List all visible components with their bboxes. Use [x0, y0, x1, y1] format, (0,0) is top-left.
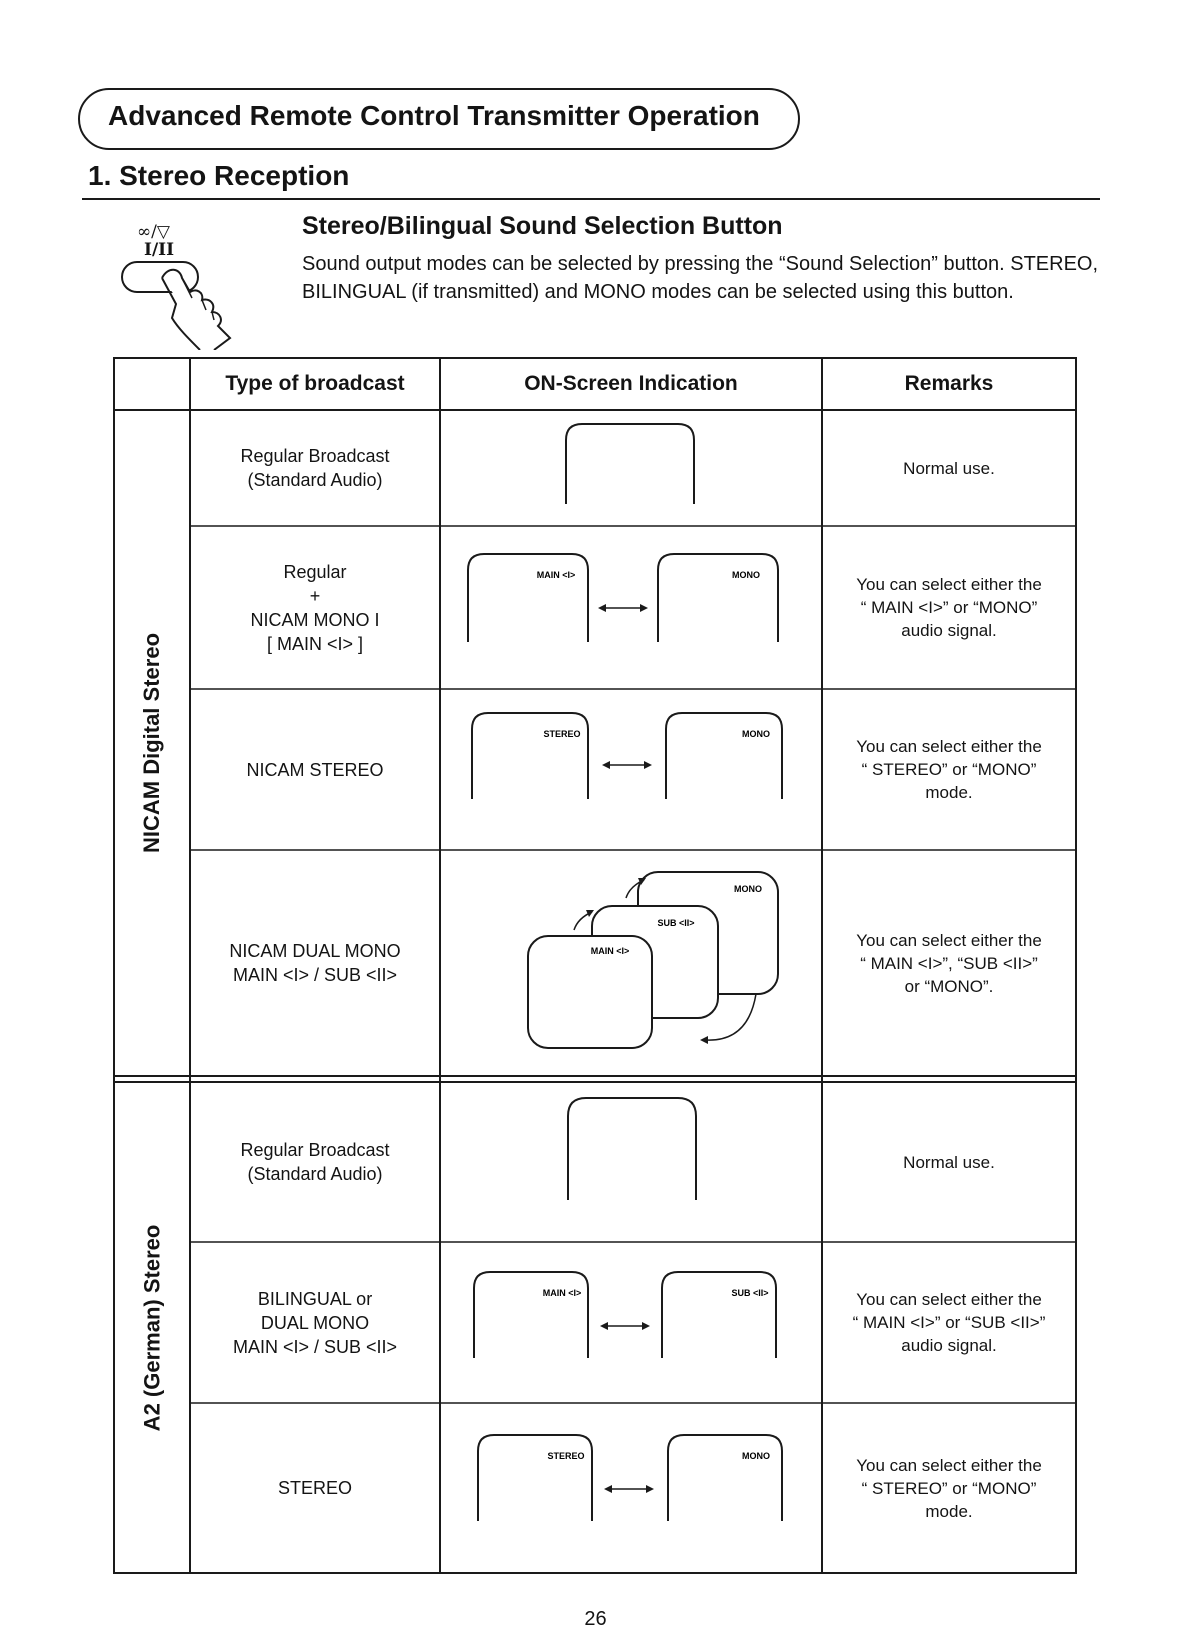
group-a2	[114, 1082, 190, 1573]
remark-line: “ MAIN <I>” or “SUB <II>”	[852, 1313, 1046, 1332]
remark-line: audio signal.	[901, 621, 997, 640]
table-row-remarks	[822, 1242, 1076, 1403]
screen-indication-pair	[440, 526, 822, 689]
sound-selection-heading: Stereo/Bilingual Sound Selection Button	[302, 212, 783, 240]
sound-selection-description: Sound output modes can be selected by pressing the “Sound Selection” button. STEREO, BILINGUAL (if transmitted) and MONO modes can be selected using this button.	[302, 253, 1099, 303]
type-line: [ MAIN <I> ]	[266, 633, 364, 654]
screen-indication-pair	[440, 1242, 822, 1403]
header-on-screen-indication: ON-Screen Indication	[524, 372, 738, 395]
type-line: DUAL MONO	[260, 1312, 370, 1333]
table-row-remarks	[822, 689, 1076, 850]
type-line: Regular Broadcast	[240, 1140, 390, 1160]
screen-label: MONO	[734, 884, 762, 894]
screen-label: STEREO	[543, 729, 581, 739]
table-row-type	[190, 1082, 440, 1242]
screen-label: MAIN <I>	[536, 570, 576, 580]
remark-line: or “MONO”.	[904, 976, 994, 996]
remark-line: Normal use.	[903, 1152, 995, 1172]
screen-indication-pair	[440, 1403, 822, 1573]
type-line: (Standard Audio)	[247, 470, 383, 490]
screen-indication-cycle	[440, 850, 822, 1076]
table-row-type	[190, 410, 440, 526]
type-line: NICAM MONO I	[250, 609, 380, 630]
remark-line: You can select either the	[856, 1290, 1042, 1309]
type-line: NICAM STEREO	[246, 759, 384, 780]
table-row-type	[190, 526, 440, 689]
screen-label: MAIN <I>	[590, 946, 630, 956]
type-line: STEREO	[277, 1478, 352, 1498]
remark-line: “ MAIN <I>”, “SUB <II>”	[860, 953, 1038, 973]
type-line: +	[309, 585, 321, 606]
screen-indication-pair	[440, 689, 822, 850]
type-line: Regular Broadcast	[240, 446, 390, 466]
remark-line: “ STEREO” or “MONO”	[861, 1478, 1037, 1498]
remark-line: audio signal.	[901, 1336, 997, 1355]
type-line: BILINGUAL or	[257, 1288, 373, 1309]
type-line: (Standard Audio)	[247, 1164, 383, 1184]
remark-line: Normal use.	[903, 458, 995, 478]
screen-indication-blank	[440, 410, 822, 526]
screen-label: STEREO	[547, 1451, 585, 1461]
screen-label: SUB <II>	[657, 918, 695, 928]
type-line: MAIN <I> / SUB <II>	[232, 1336, 398, 1357]
table-row-type	[190, 689, 440, 850]
screen-label: MAIN <I>	[542, 1288, 582, 1298]
type-line: MAIN <I> / SUB <II>	[232, 965, 398, 985]
screen-label: MONO	[742, 729, 770, 739]
table-row-remarks	[822, 410, 1076, 526]
header-type-of-broadcast: Type of broadcast	[225, 372, 405, 395]
table-row-remarks	[822, 1403, 1076, 1573]
screen-indication-blank	[440, 1082, 822, 1242]
table-row-remarks	[822, 526, 1076, 689]
type-line: NICAM DUAL MONO	[229, 941, 401, 961]
remark-line: You can select either the	[856, 575, 1042, 594]
remark-line: “ MAIN <I>” or “MONO”	[860, 598, 1038, 617]
header-remarks: Remarks	[904, 372, 994, 395]
table-row-remarks	[822, 850, 1076, 1076]
page-number: 26	[584, 1608, 607, 1630]
group-label-a2: A2 (German) Stereo	[139, 1224, 164, 1431]
remark-line: You can select either the	[856, 737, 1042, 756]
remark-line: mode.	[925, 783, 973, 802]
table-row-type	[190, 1242, 440, 1403]
group-label-nicam: NICAM Digital Stereo	[139, 632, 164, 854]
type-line: Regular	[283, 561, 347, 582]
page-title: Advanced Remote Control Transmitter Operation	[108, 100, 760, 131]
table-row-remarks	[822, 1082, 1076, 1242]
remark-line: You can select either the	[856, 930, 1042, 950]
sound-button-symbol: ∞/▽	[137, 222, 170, 242]
remark-line: “ STEREO” or “MONO”	[861, 760, 1037, 779]
sound-button-symbol-secondary: I/II	[144, 240, 175, 260]
group-nicam	[114, 410, 190, 1076]
table-row-type	[190, 850, 440, 1076]
remark-line: You can select either the	[856, 1455, 1042, 1475]
screen-label: MONO	[742, 1451, 770, 1461]
remark-line: mode.	[925, 1501, 973, 1521]
section-title: 1. Stereo Reception	[88, 160, 350, 191]
table-row-type	[190, 1403, 440, 1573]
screen-label: SUB <II>	[731, 1288, 769, 1298]
screen-label: MONO	[732, 570, 760, 580]
